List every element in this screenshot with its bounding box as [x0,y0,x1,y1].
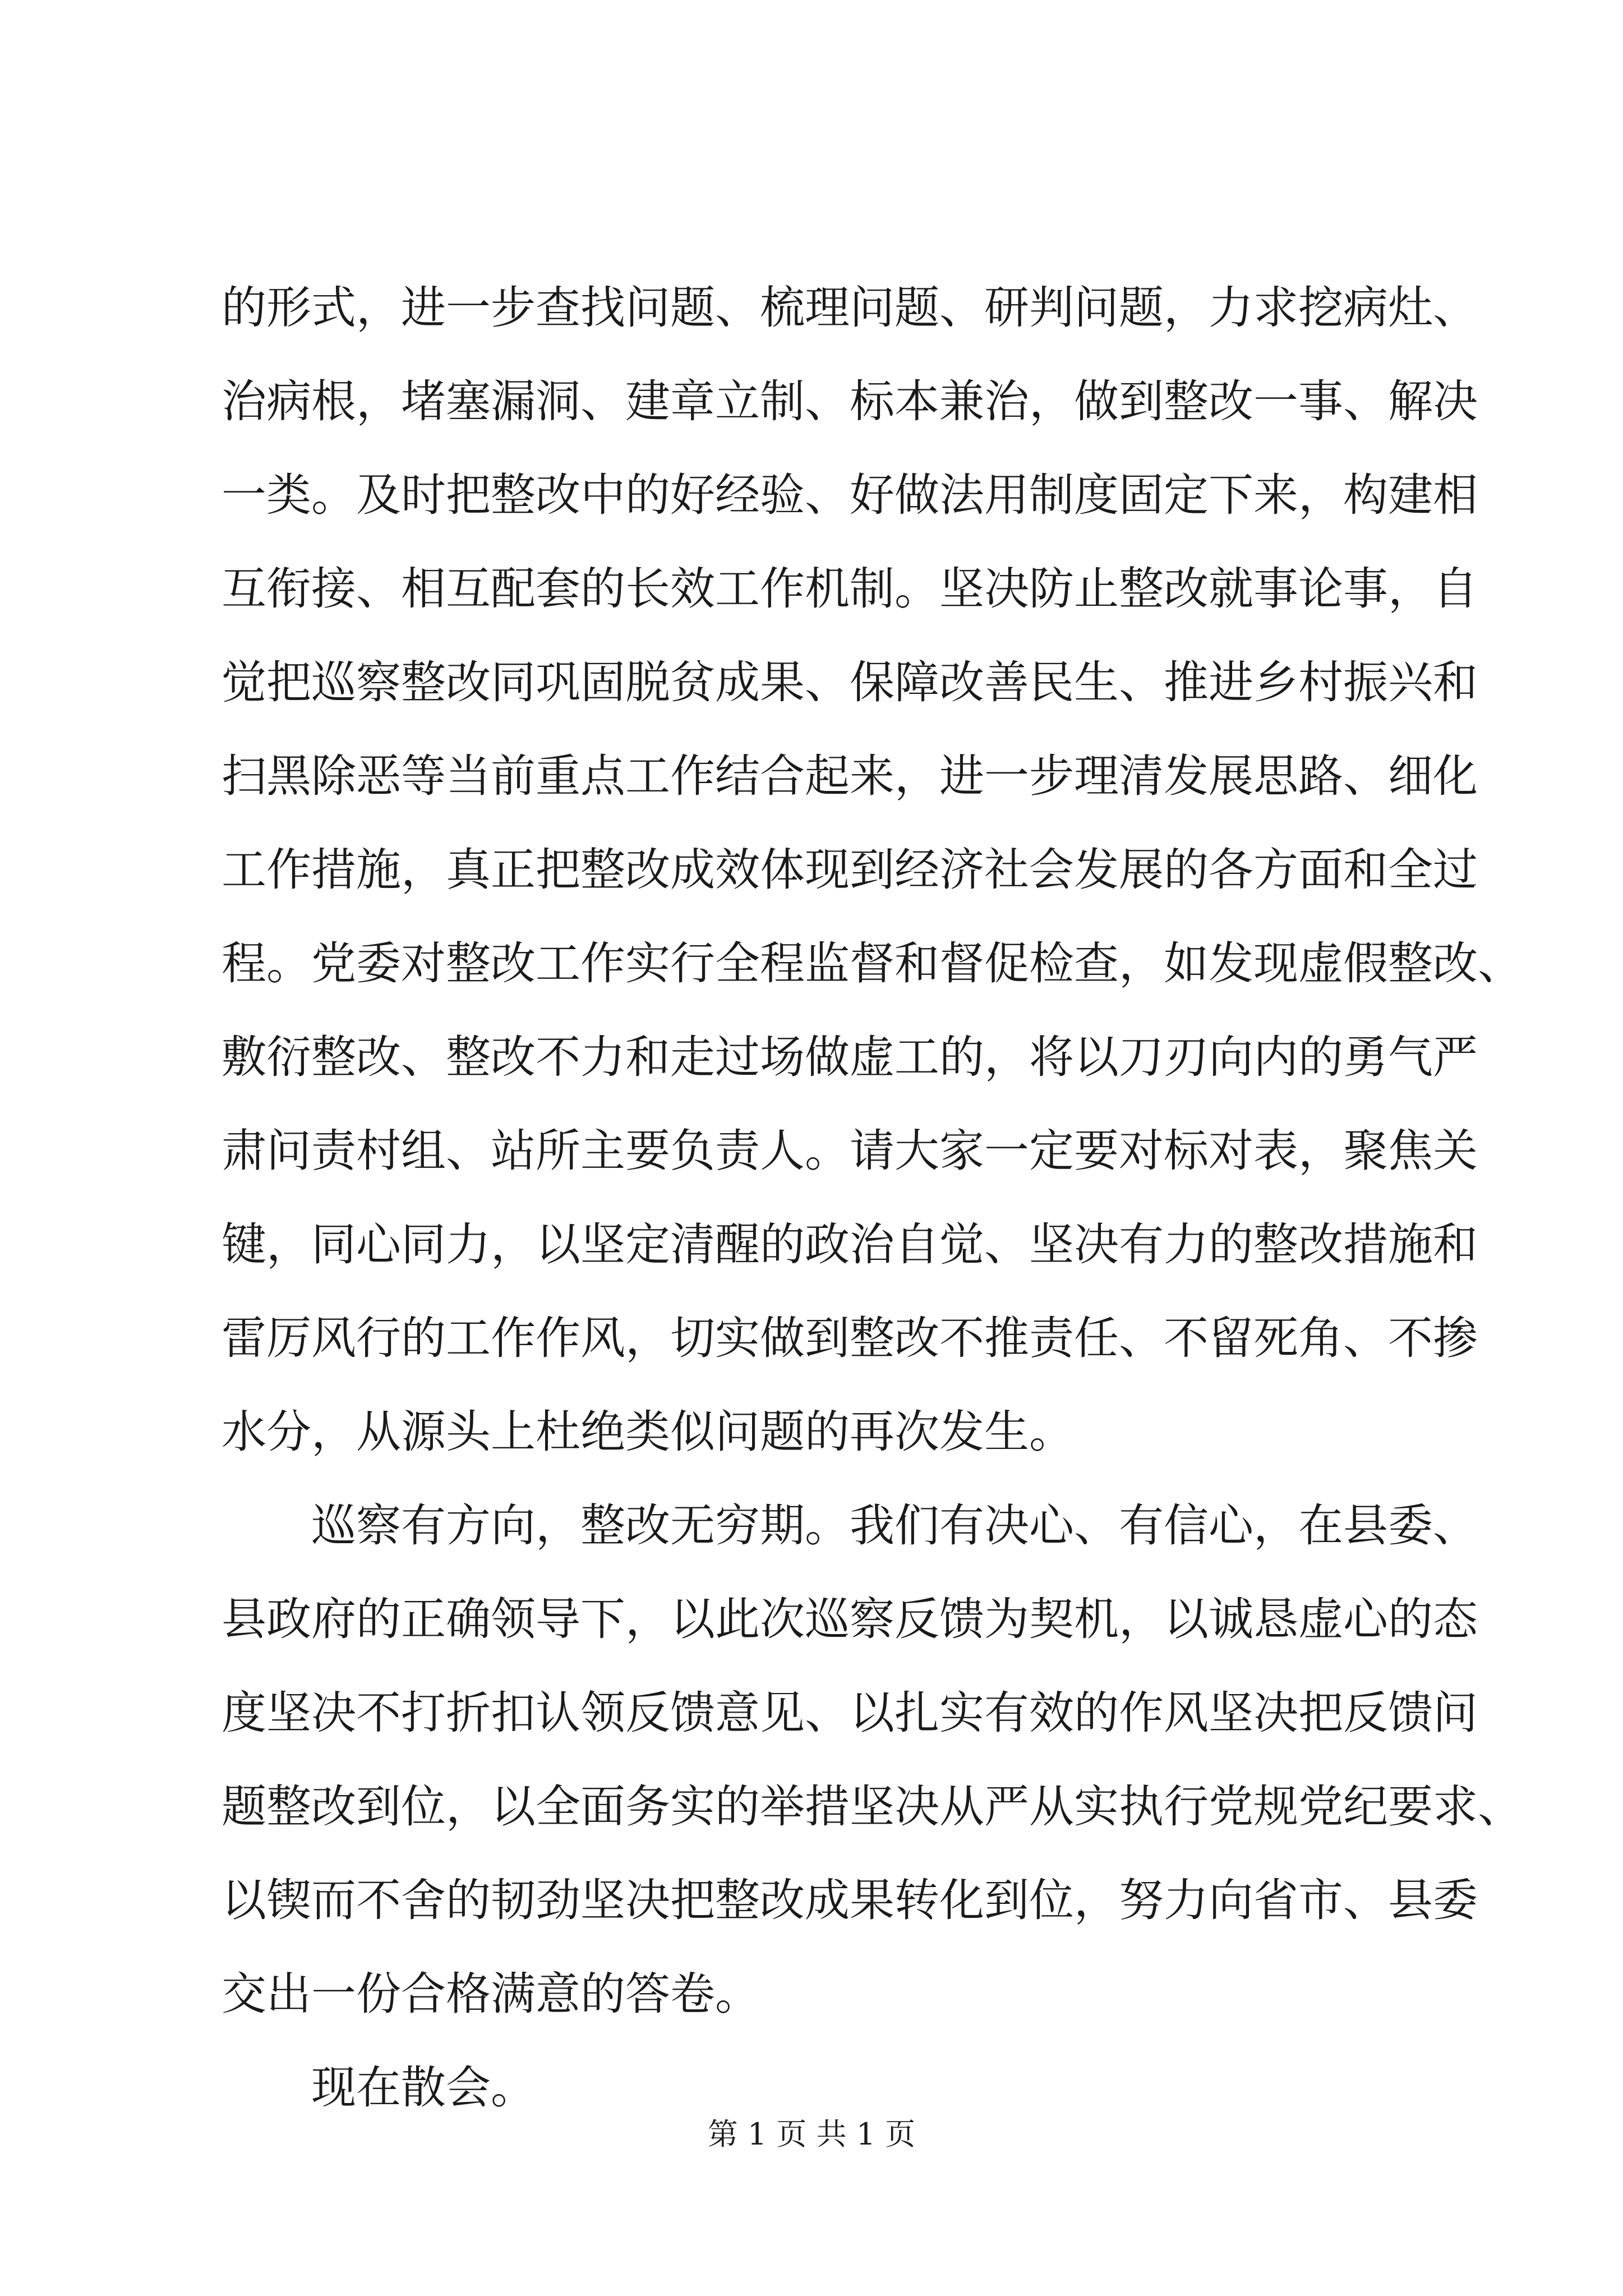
text-line: 以锲而不舍的韧劲坚决把整改成果转化到位，努力向省市、县委 [222,1874,1478,1926]
text-line: 敷衍整改、整改不力和走过场做虚工的，将以刀刃向内的勇气严 [222,1031,1478,1083]
text-line: 肃问责村组、站所主要负责人。请大家一定要对标对表，聚焦关 [222,1125,1478,1177]
text-line: 雷厉风行的工作作风，切实做到整改不推责任、不留死角、不掺 [222,1312,1478,1364]
text-line: 巡察有方向，整改无穷期。我们有决心、有信心，在县委、 [311,1499,1478,1552]
text-line: 交出一份合格满意的答卷。 [222,1968,760,2020]
text-line: 水分，从源头上杜绝类似问题的再次发生。 [222,1406,1074,1458]
text-line: 县政府的正确领导下，以此次巡察反馈为契机，以诚恳虚心的态 [222,1593,1478,1645]
text-line: 程。党委对整改工作实行全程监督和督促检查，如发现虚假整改、 [222,937,1523,990]
text-line: 工作措施，真正把整改成效体现到经济社会发展的各方面和全过 [222,844,1478,896]
text-line: 互衔接、相互配套的长效工作机制。坚决防止整改就事论事，自 [222,563,1478,615]
text-line: 键，同心同力，以坚定清醒的政治自觉、坚决有力的整改措施和 [222,1218,1478,1271]
page-number-footer: 第 1 页 共 1 页 [707,2116,916,2152]
body-text [222,261,1523,2134]
text-line: 度坚决不打折扣认领反馈意见、以扎实有效的作风坚决把反馈问 [222,1687,1478,1739]
text-line: 一类。及时把整改中的好经验、好做法用制度固定下来，构建相 [222,469,1478,521]
text-line: 题整改到位，以全面务实的举措坚决从严从实执行党规党纪要求、 [222,1780,1523,1833]
text-line: 现在散会。 [311,2062,536,2114]
text-line: 扫黑除恶等当前重点工作结合起来，进一步理清发展思路、细化 [222,750,1478,802]
text-line: 治病根，堵塞漏洞、建章立制、标本兼治，做到整改一事、解决 [222,375,1478,427]
text-line: 觉把巡察整改同巩固脱贫成果、保障改善民生、推进乡村振兴和 [222,656,1478,708]
text-line: 的形式，进一步查找问题、梳理问题、研判问题，力求挖病灶、 [222,282,1478,334]
